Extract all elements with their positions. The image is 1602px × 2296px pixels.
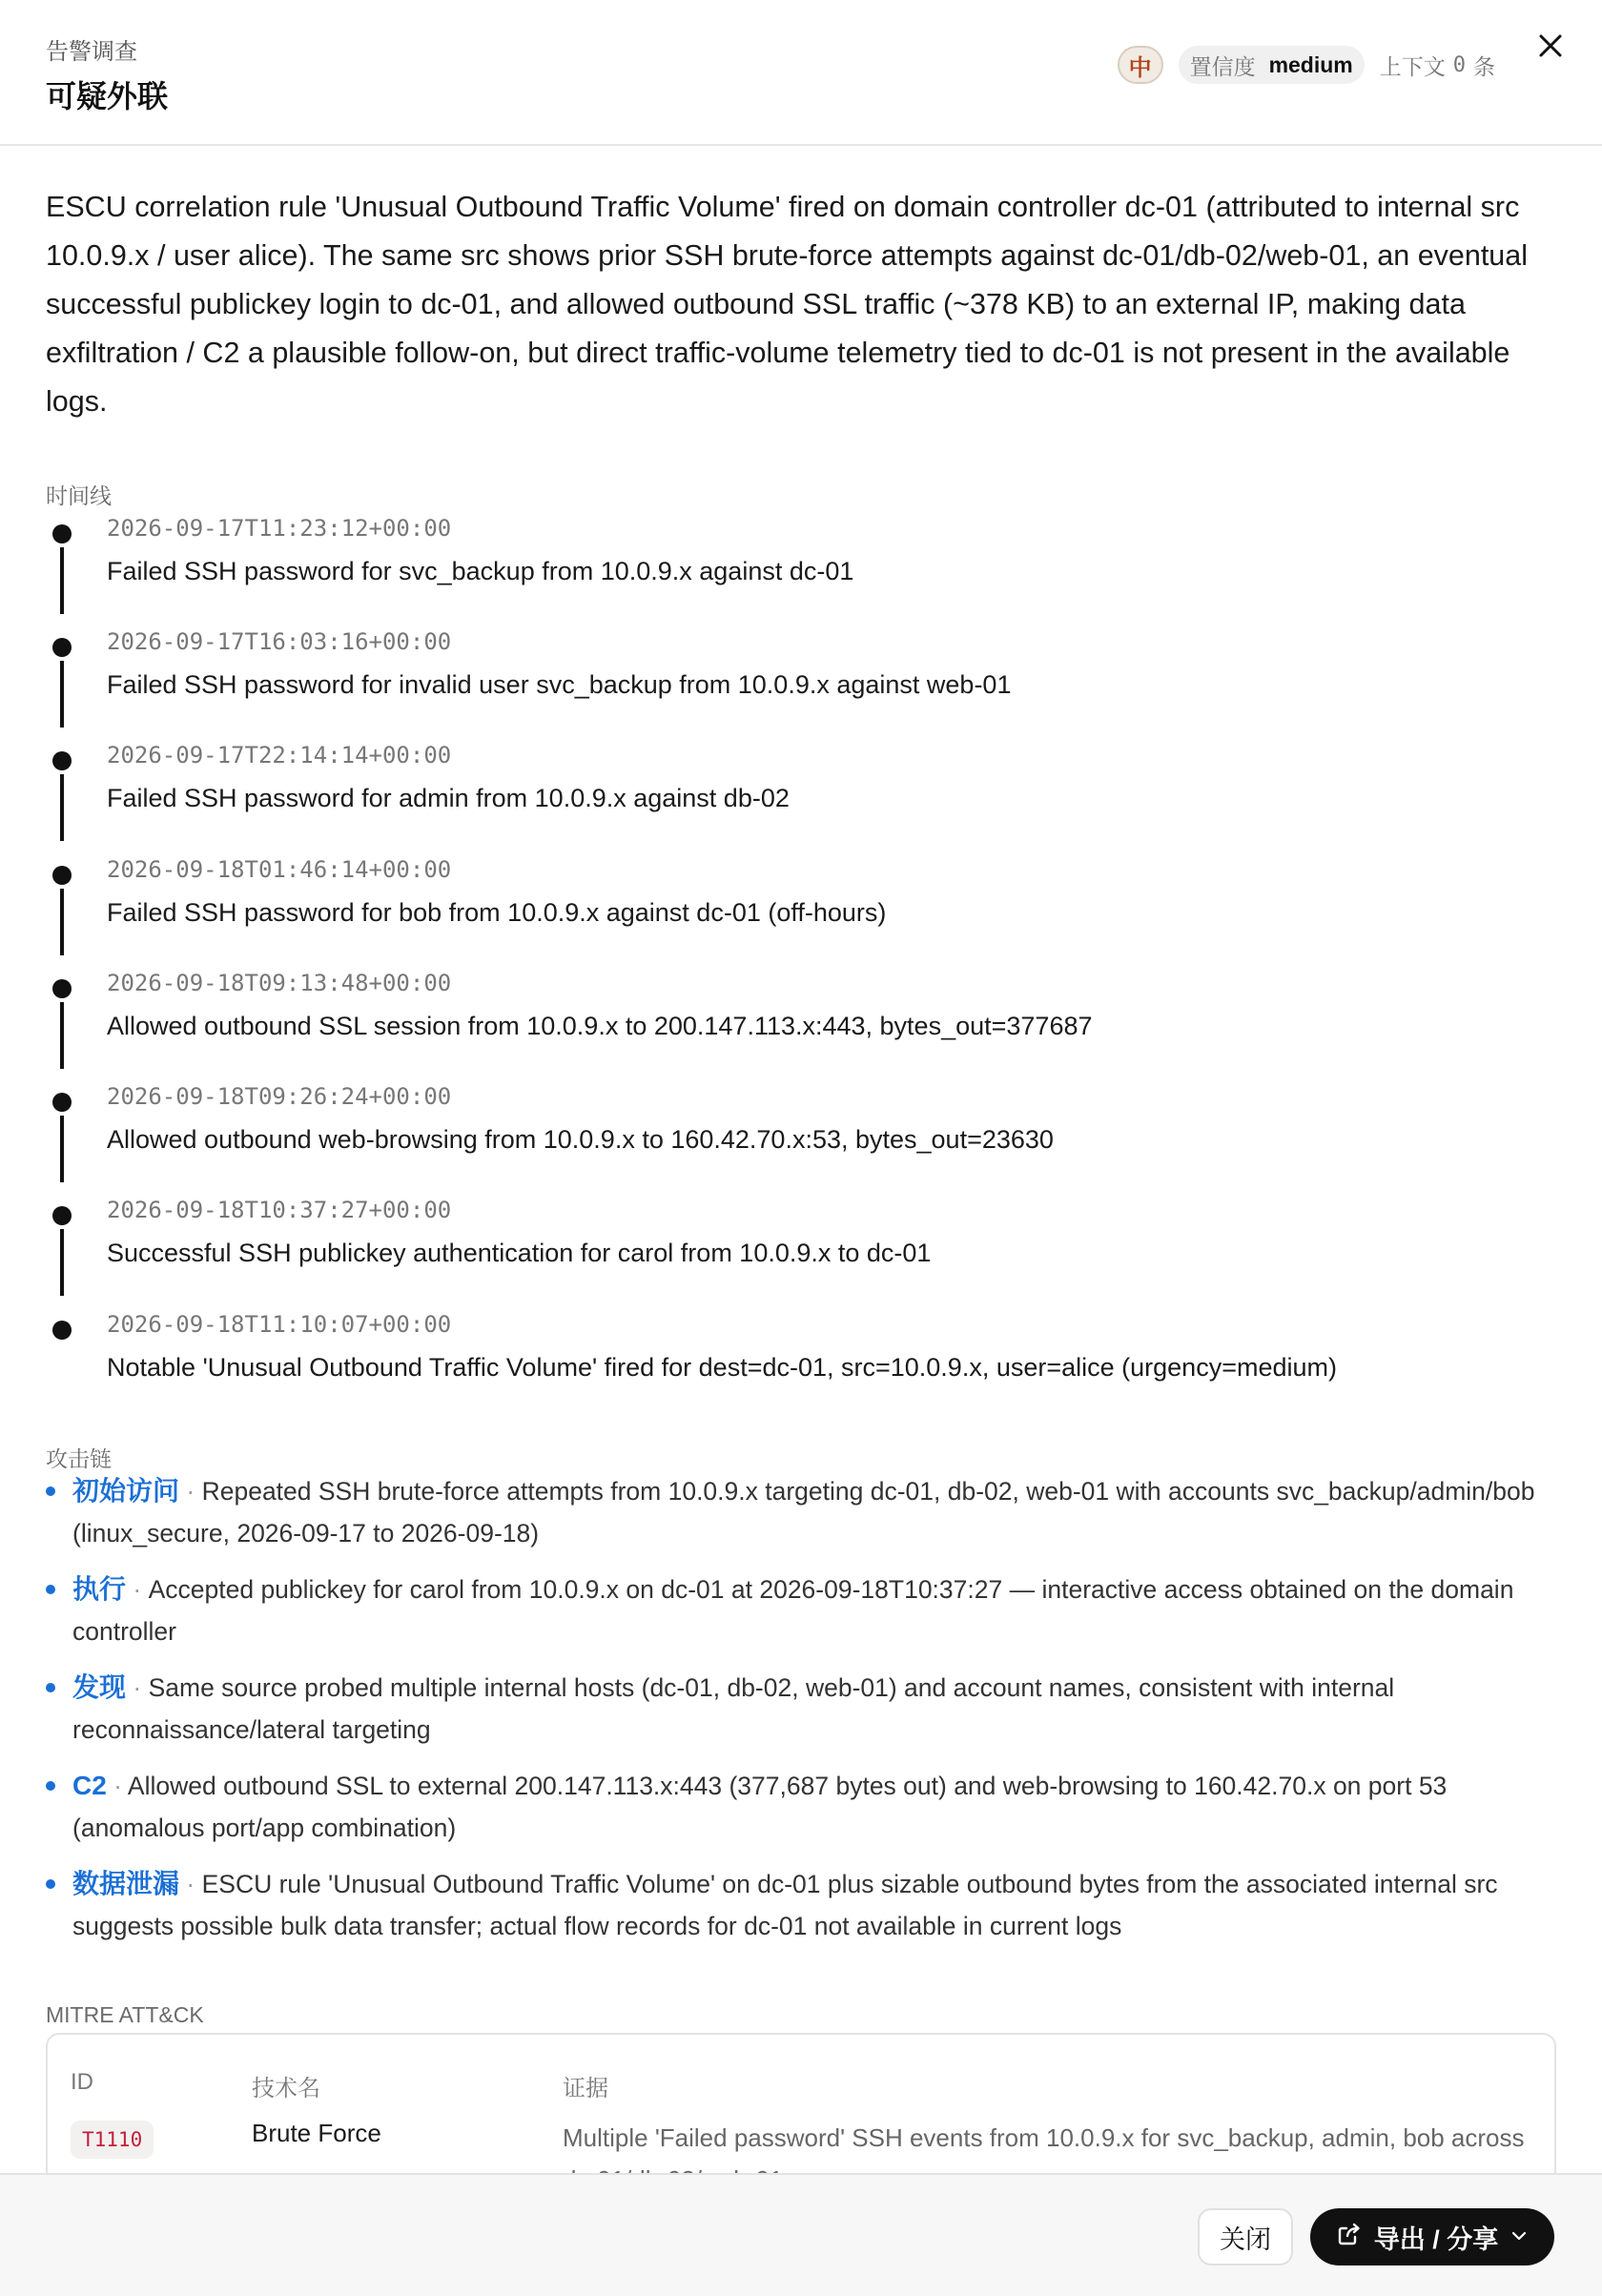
bullet-dot (46, 1781, 55, 1791)
timeline-event (46, 628, 1562, 743)
attack-chain-item (46, 1863, 1562, 1947)
timeline-event (46, 742, 1562, 856)
bullet-dot (46, 1486, 55, 1496)
attack-phase: 发现 (72, 1672, 127, 1702)
dialog-title: 可疑外联 (46, 79, 169, 113)
attack-phase-detail: Same source probed multiple internal hosts (dc-01, db-02, web-01) and account names, consistent with internal reconnaissance/lateral targeting (72, 1673, 1395, 1744)
attack-chain-label: 攻击链 (46, 1446, 112, 1471)
timeline-text: Failed SSH password for admin from 10.0.9.x against db-02 (107, 784, 790, 812)
attack-chain-item (46, 1470, 1562, 1554)
technique-name: Brute Force (252, 2119, 381, 2147)
dialog-header (0, 0, 1602, 146)
separator-dot: · (113, 1772, 122, 1800)
alert-summary: ESCU correlation rule 'Unusual Outbound Traffic Volume' fired on domain controller dc-01 (attributed to internal src 10.0.9.x / user alice). The same src shows prior SSH brute-force attempts against dc-01/db-02/web-01, an eventual successful publickey login to dc-01, and allowed outbound SSL traffic (~378 KB) to an external IP, making data exfiltration / C2 a plausible follow-on, but direct traffic-volume telemetry tied to dc-01 is not present in the available logs. (46, 191, 1529, 418)
timeline-text: Allowed outbound web-browsing from 10.0.9.x to 160.42.70.x:53, bytes_out=23630 (107, 1125, 1054, 1154)
timeline-label: 时间线 (46, 483, 112, 508)
timeline-event (46, 1311, 1562, 1425)
timeline-text: Successful SSH publickey authentication for carol from 10.0.9.x to dc-01 (107, 1239, 932, 1267)
attack-chain-item (46, 1765, 1562, 1849)
confidence-label: 置信度 (1189, 53, 1256, 79)
timeline-text: Failed SSH password for svc_backup from 10.0.9.x against dc-01 (107, 557, 854, 585)
close-icon[interactable] (1531, 27, 1570, 65)
separator-dot: · (186, 1477, 195, 1506)
timeline-dot (52, 866, 72, 885)
severity-badge: 中 (1118, 46, 1163, 84)
share-icon (1336, 2221, 1363, 2254)
timeline-dot (52, 638, 72, 657)
timeline-time: 2026-09-17T16:03:16+00:00 (107, 628, 452, 655)
separator-dot: · (133, 1575, 142, 1604)
timeline-time: 2026-09-18T11:10:07+00:00 (107, 1311, 452, 1338)
timeline-text: Notable 'Unusual Outbound Traffic Volume' fired for dest=dc-01, src=10.0.9.x, user=alice (urgency=medium) (107, 1353, 1337, 1382)
timeline-time: 2026-09-18T09:26:24+00:00 (107, 1083, 452, 1110)
header-meta (1118, 46, 1495, 84)
mitre-label: MITRE ATT&CK (46, 2002, 204, 2027)
context-count (1380, 50, 1495, 81)
export-share-button[interactable] (1310, 2208, 1554, 2265)
column-header-id: ID (71, 2069, 93, 2095)
column-header-evidence: 证据 (563, 2076, 608, 2101)
context-label: 上下文 (1379, 53, 1446, 79)
attack-phase-detail: Allowed outbound SSL to external 200.147.113.x:443 (377,687 bytes out) and web-browsing to 160.42.70.x on port 53 (anomalous port/app combination) (72, 1772, 1448, 1842)
attack-phase: 初始访问 (72, 1476, 180, 1506)
confidence-pill (1179, 46, 1365, 84)
separator-dot: · (186, 1870, 195, 1898)
timeline-text: Failed SSH password for bob from 10.0.9.x against dc-01 (off-hours) (107, 898, 887, 927)
attack-chain-item (46, 1667, 1562, 1751)
attack-phase-detail: Accepted publickey for carol from 10.0.9.x on dc-01 at 2026-09-18T10:37:27 — interactive access obtained on the domain controller (72, 1575, 1514, 1646)
timeline-connector (60, 661, 64, 728)
dialog-kicker: 告警调查 (46, 39, 137, 65)
timeline-event (46, 970, 1562, 1084)
timeline-connector (60, 1002, 64, 1069)
timeline-time: 2026-09-17T22:14:14+00:00 (107, 742, 452, 769)
timeline-connector (60, 1116, 64, 1182)
timeline-connector (60, 1229, 64, 1296)
timeline-dot (52, 1093, 72, 1112)
attack-phase-detail: Repeated SSH brute-force attempts from 10.0.9.x targeting dc-01, db-02, web-01 with accounts svc_backup/admin/bob (linux_secure, 2026-09-17 to 2026-09-18) (72, 1477, 1535, 1548)
timeline-dot (52, 1321, 72, 1340)
timeline-connector (60, 774, 64, 841)
chevron-down-icon (1510, 2223, 1529, 2252)
timeline-time: 2026-09-18T10:37:27+00:00 (107, 1197, 452, 1223)
export-share-label: 导出 / 分享 (1373, 2224, 1499, 2254)
timeline-time: 2026-09-17T11:23:12+00:00 (107, 515, 452, 542)
timeline-dot (52, 979, 72, 998)
timeline-event (46, 515, 1562, 629)
timeline-dot (52, 751, 72, 770)
separator-dot: · (133, 1673, 142, 1702)
timeline-event (46, 1083, 1562, 1198)
attack-phase: 数据泄漏 (72, 1869, 180, 1898)
attack-phase-detail: ESCU rule 'Unusual Outbound Traffic Volume' on dc-01 plus sizable outbound bytes from the associated internal src suggests possible bulk data transfer; actual flow records for dc-01 not available in current logs (72, 1870, 1498, 1940)
timeline-time: 2026-09-18T01:46:14+00:00 (107, 856, 452, 883)
attack-chain-item (46, 1568, 1562, 1652)
timeline-event (46, 1197, 1562, 1311)
timeline-text: Allowed outbound SSL session from 10.0.9.x to 200.147.113.x:443, bytes_out=377687 (107, 1012, 1093, 1040)
technique-id-badge[interactable]: T1110 (71, 2121, 154, 2159)
attack-phase: C2 (72, 1771, 107, 1800)
context-number: 0 (1452, 52, 1466, 77)
column-header-technique: 技术名 (252, 2076, 320, 2101)
timeline-connector (60, 889, 64, 955)
close-button[interactable]: 关闭 (1198, 2208, 1293, 2265)
bullet-dot (46, 1683, 55, 1692)
confidence-value: medium (1268, 51, 1353, 77)
timeline-dot (52, 1206, 72, 1225)
attack-phase: 执行 (72, 1574, 127, 1604)
timeline-dot (52, 524, 72, 543)
context-unit: 条 (1473, 53, 1495, 79)
bullet-dot (46, 1585, 55, 1594)
dialog-footer (0, 2173, 1602, 2296)
timeline-text: Failed SSH password for invalid user svc_backup from 10.0.9.x against web-01 (107, 670, 1012, 699)
technique-evidence: Multiple 'Failed password' SSH events from 10.0.9.x for svc_backup, admin, bob across (563, 2123, 1525, 2152)
timeline-connector (60, 547, 64, 614)
bullet-dot (46, 1879, 55, 1889)
timeline-time: 2026-09-18T09:13:48+00:00 (107, 970, 452, 996)
timeline-event (46, 856, 1562, 971)
